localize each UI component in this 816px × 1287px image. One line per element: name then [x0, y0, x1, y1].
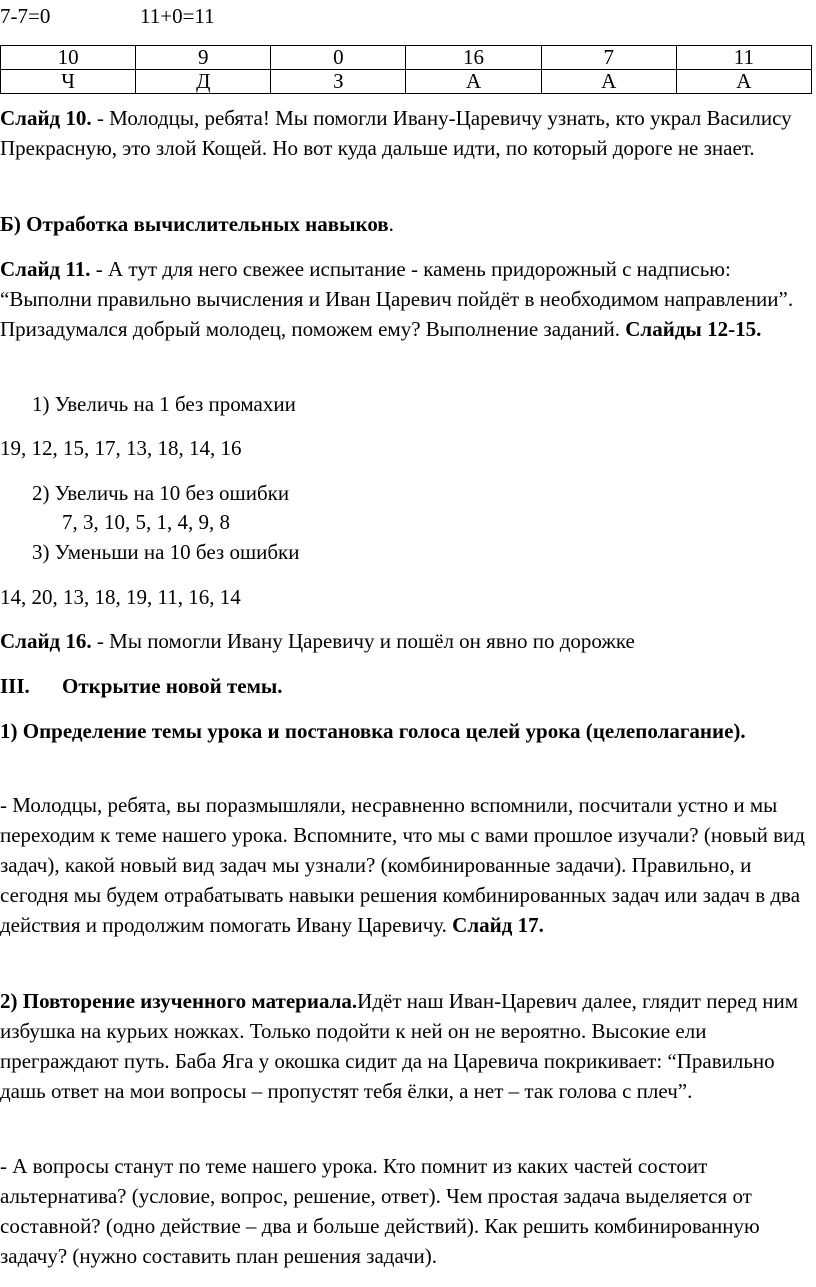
slide-label: Слайд 17. [452, 913, 544, 937]
paragraph-text: Идёт наш Иван-Царевич далее, глядит перед ним избушка на курьих ножках. Только подойти к ней он не вероятно. Высокие ели преграждают путь. Баба Яга у окошка сидит да на Царевича покрикивает: “Правильно дашь ответ на мои вопросы – пропустят тебя ёлки, а нет – так голова с плеч”. [0, 989, 799, 1103]
section-heading-3 [0, 671, 812, 701]
paragraph-text: - Молодцы, ребята! Мы помогли Ивану-Царевичу узнать, кто украл Василису Прекрасную, это злой Кощей. Но вот куда дальше идти, по который дороге не знает. [0, 106, 792, 160]
table-cell: 10 [1, 46, 136, 70]
subheading-goals [0, 716, 812, 746]
heading-text: Б) Отработка вычислительных навыков [0, 212, 389, 236]
slide-label: Слайд 10. [0, 106, 92, 130]
slide-label: Слайд 16. [0, 629, 92, 653]
table-cell: А [406, 70, 541, 94]
paragraph-slide-16 [0, 626, 812, 656]
number-sequence-1: 19, 12, 15, 17, 13, 18, 14, 16 [0, 436, 242, 460]
paragraph-text: - А тут для него свежее испытание - камень придорожный с надписью: “Выполни правильно вычисления и Иван Царевич пойдёт в необходимом направлении”. Призадумался добрый молодец, поможем ему? Выполнение заданий. [0, 257, 794, 341]
table-cell: А [676, 70, 811, 94]
paragraph-slide-10 [0, 103, 812, 163]
subheading-text: 2) Повторение изученного материала. [0, 989, 358, 1013]
answer-table [0, 45, 812, 94]
section-title: Открытие новой темы. [62, 674, 283, 698]
list-item-1: 1) Увеличь на 1 без промахии [32, 392, 296, 416]
table-cell: 7 [541, 46, 676, 70]
paragraph-questions [0, 1151, 812, 1271]
section-number: III. [0, 674, 30, 698]
table-cell: 16 [406, 46, 541, 70]
table-cell: 9 [136, 46, 271, 70]
table-row-letters [1, 70, 812, 94]
table-cell: З [271, 70, 406, 94]
table-row-numbers [1, 46, 812, 70]
equation-second: 11+0=11 [140, 4, 215, 28]
number-sequence-3: 14, 20, 13, 18, 19, 11, 16, 14 [0, 585, 241, 609]
slide-range-label: Слайды 12-15. [625, 317, 762, 341]
paragraph-review [0, 986, 812, 1106]
paragraph-text: - Молодцы, ребята, вы поразмышляли, несравненно вспомнили, посчитали устно и мы переходим к теме нашего урока. Вспомните, что мы с вами прошлое изучали? (новый вид задач), какой новый вид задач мы узнали? (комбинированные задачи). Правильно, и сегодня мы будем отрабатывать навыки решения комбинированных задач или задач в два действия и продолжим помогать Ивану Царевичу. [0, 793, 805, 937]
number-sequence-2: 7, 3, 10, 5, 1, 4, 9, 8 [62, 510, 230, 534]
equation-first: 7-7=0 [0, 4, 51, 28]
list-item-2: 2) Увеличь на 10 без ошибки [32, 481, 290, 505]
heading-period: . [388, 212, 394, 236]
table-cell: 0 [271, 46, 406, 70]
paragraph-slide-11 [0, 254, 812, 344]
table-cell: А [541, 70, 676, 94]
paragraph-text: - Мы помогли Ивану Царевичу и пошёл он явно по дорожке [91, 629, 635, 653]
table-cell: Д [136, 70, 271, 94]
subheading-text: 1) Определение темы урока и постановка голоса целей урока (целеполагание). [0, 719, 746, 743]
table-cell: 11 [676, 46, 811, 70]
table-cell: Ч [1, 70, 136, 94]
heading-computational-skills [0, 209, 812, 239]
slide-label: Слайд 11. [0, 257, 91, 281]
equation-row [0, 2, 215, 31]
paragraph-text: - А вопросы станут по теме нашего урока. Кто помнит из каких частей состоит альтернатива? (условие, вопрос, решение, ответ). Чем простая задача выделяется от составной? (одно действие – два и больше действий). Как решить комбинированную задачу? (нужно составить план решения задачи). [0, 1154, 760, 1268]
paragraph-topic [0, 790, 812, 940]
list-item-3: 3) Уменьши на 10 без ошибки [32, 540, 300, 564]
